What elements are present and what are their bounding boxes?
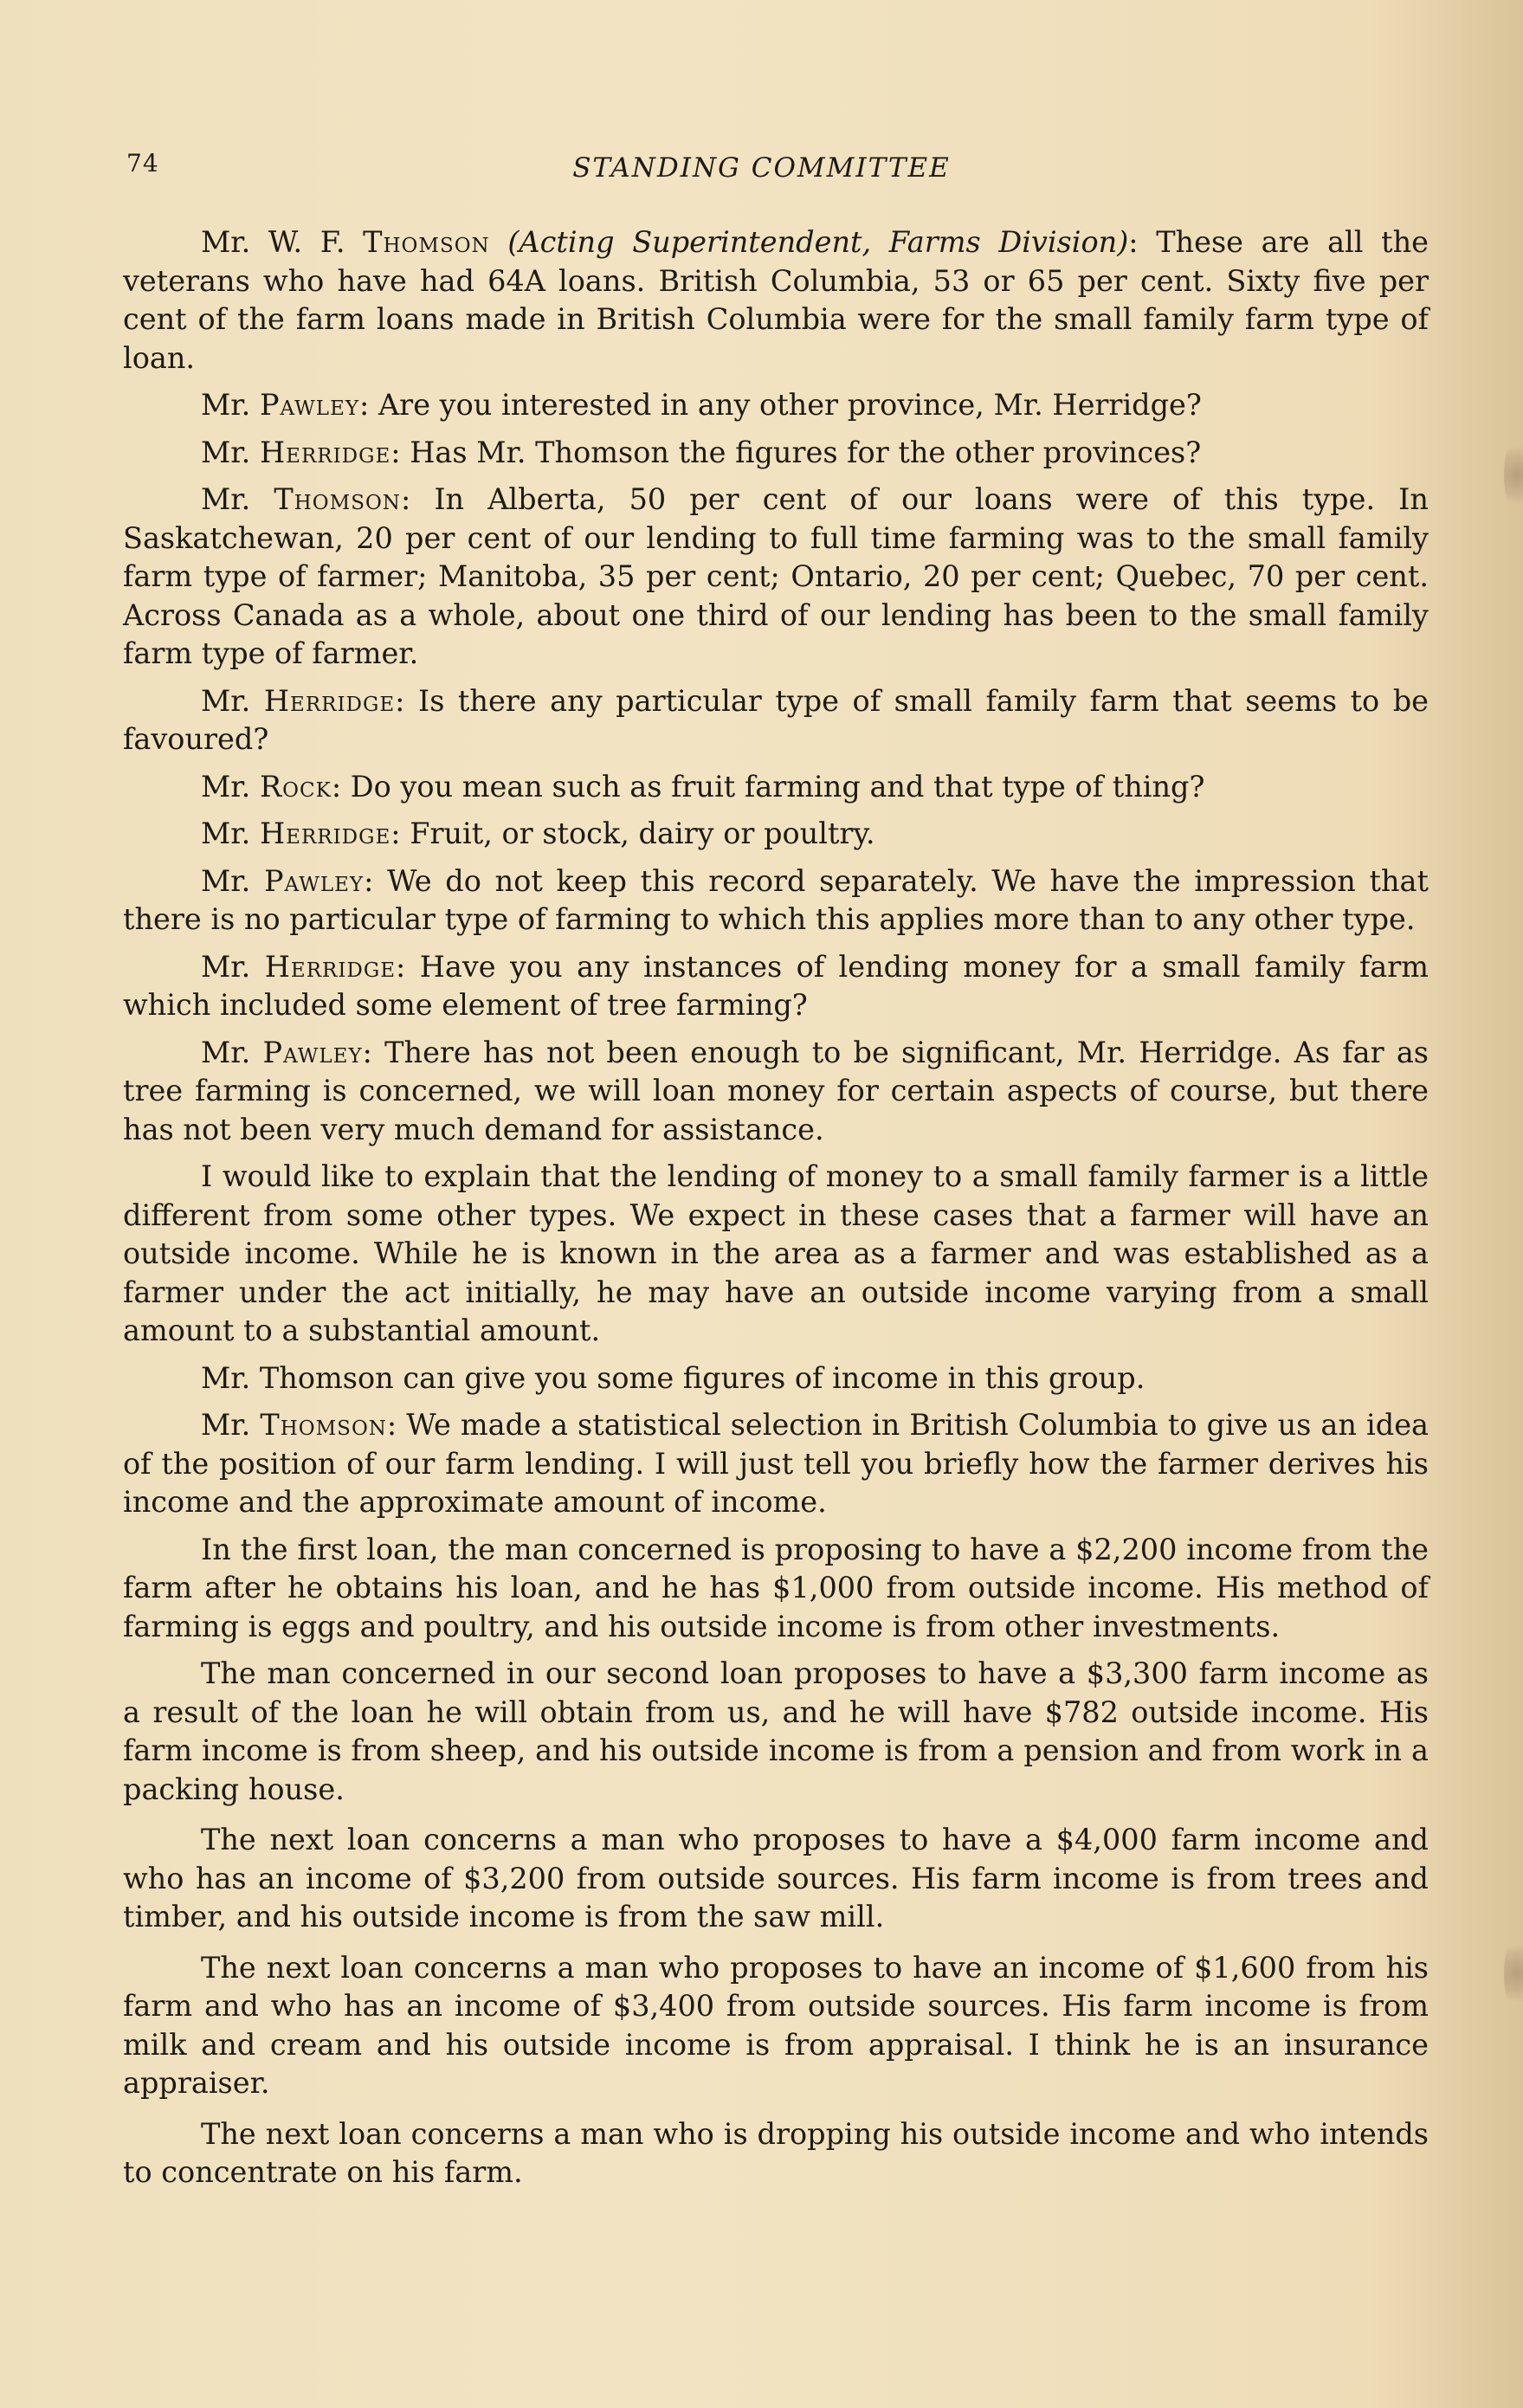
speaker-role: (Acting Superintendent, Farms Division) bbox=[507, 225, 1129, 259]
speaker-name: Herridge bbox=[259, 817, 391, 850]
paragraph-text: : Fruit, or stock, dairy or poultry. bbox=[390, 817, 875, 850]
paragraph bbox=[123, 1821, 1429, 1937]
speaker-name: Herridge bbox=[264, 949, 397, 984]
speaker-name: Pawley bbox=[259, 388, 360, 422]
paragraph bbox=[123, 386, 1429, 425]
paragraph bbox=[123, 948, 1429, 1025]
speaker-name: Herridge bbox=[263, 683, 396, 718]
paragraph bbox=[123, 223, 1429, 378]
page-edge-mark bbox=[1504, 1940, 1523, 2007]
paragraph-text: : In Alberta, 50 per cent of our loans were of this type. In Saskatchewan, 20 per cent of our lending to full time farming was to the small family farm type of farmer; Manitoba, 35 per cent; Ontario, 20 per cent; Quebec, 70 per cent. Across Canada as a whole, about one third of our lending has been to the small family farm type of farmer. bbox=[123, 482, 1429, 670]
paragraph-text: : These are all the veterans who have had 64A loans. British Columbia, 53 or 65 per cent. Sixty five per cent of the farm loans made in British Columbia were for the small family farm type of loan. bbox=[123, 225, 1429, 375]
paragraph-text: : Do you mean such as fruit farming and that type of thing? bbox=[331, 769, 1205, 804]
speaker-name: Thomson bbox=[363, 225, 490, 259]
paragraph bbox=[123, 1655, 1429, 1809]
speaker-name: Rock bbox=[259, 769, 332, 804]
speaker-title: Mr. bbox=[201, 1035, 263, 1069]
speaker-title: Mr. bbox=[201, 817, 260, 850]
paragraph-text: : Is there any particular type of small family farm that seems to be favoured? bbox=[123, 683, 1429, 756]
page-edge-mark bbox=[1504, 442, 1523, 509]
speaker-title: Mr. bbox=[201, 949, 265, 984]
speaker-name: Thomson bbox=[260, 1408, 387, 1442]
paragraph bbox=[123, 1359, 1429, 1398]
paragraph-text: The next loan concerns a man who is dropping his outside income and who intends to concentrate on his farm. bbox=[123, 2116, 1429, 2189]
paragraph bbox=[123, 481, 1429, 674]
speaker-title: Mr. bbox=[201, 482, 274, 516]
speaker-name: Pawley bbox=[263, 863, 365, 898]
paragraph bbox=[123, 862, 1429, 939]
paragraph-text: : We made a statistical selection in British Columbia to give us an idea of the position of our farm lending. I will just tell you briefly how the farmer derives his income and the approximate amount of income. bbox=[123, 1408, 1429, 1519]
speaker-title: Mr. bbox=[201, 769, 260, 804]
paragraph bbox=[123, 682, 1429, 759]
paragraph-text: The next loan concerns a man who proposes to have an income of $1,600 from his farm and who has an income of $3,400 from outside sources. His farm income is from milk and cream and his outside income is from appraisal. I think he is an insurance appraiser. bbox=[123, 1950, 1429, 2100]
paragraph bbox=[123, 768, 1429, 807]
speaker-name: Thomson bbox=[274, 482, 401, 516]
paragraph-text: : There has not been enough to be significant, Mr. Herridge. As far as tree farming is concerned, we will loan money for certain aspects of course, but there has not been very much demand for assistance. bbox=[123, 1035, 1429, 1146]
speaker-title: Mr. W. F. bbox=[201, 225, 364, 259]
paragraph bbox=[123, 815, 1429, 854]
paragraph-text: I would like to explain that the lending of money to a small family farmer is a little different from some other types. We expect in these cases that a farmer will have an outside income. While he is known in the area as a farmer and was established as a farmer under the act initially, he may have an outside income varying from a small amount to a substantial amount. bbox=[123, 1159, 1429, 1347]
speaker-title: Mr. bbox=[201, 863, 264, 898]
paragraph bbox=[123, 2115, 1429, 2192]
paragraph-text: : Have you any instances of lending money for a small family farm which included some element of tree farming? bbox=[123, 949, 1429, 1022]
paragraph-text: Mr. Thomson can give you some figures of income in this group. bbox=[201, 1360, 1145, 1395]
paragraph-text: : Are you interested in any other province, Mr. Herridge? bbox=[359, 388, 1202, 422]
paragraph bbox=[123, 1531, 1429, 1647]
paragraph-text: In the first loan, the man concerned is proposing to have a $2,200 income from the farm after he obtains his loan, and he has $1,000 from outside income. His method of farming is eggs and poultry, and his outside income is from other investments. bbox=[123, 1532, 1429, 1643]
speaker-name: Pawley bbox=[262, 1035, 363, 1069]
paragraph bbox=[123, 1406, 1429, 1522]
paragraph bbox=[123, 434, 1429, 473]
paragraph-text: The next loan concerns a man who proposes to have a $4,000 farm income and who has an income of $3,200 from outside sources. His farm income is from trees and timber, and his outside income is from the saw mill. bbox=[123, 1823, 1429, 1934]
paragraph-text: : We do not keep this record separately. We have the impression that there is no particular type of farming to which this applies more than to any other type. bbox=[123, 863, 1429, 936]
page-body bbox=[123, 223, 1429, 2201]
paragraph-text: : Has Mr. Thomson the figures for the other provinces? bbox=[390, 435, 1202, 469]
page-number: 74 bbox=[126, 149, 159, 178]
paragraph bbox=[123, 1034, 1429, 1150]
speaker-title: Mr. bbox=[201, 1408, 261, 1442]
running-head: STANDING COMMITTEE bbox=[572, 152, 951, 184]
paragraph-text: The man concerned in our second loan proposes to have a $3,300 farm income as a result of the loan he will obtain from us, and he will have $782 outside income. His farm income is from sheep, and his outside income is from a pension and from work in a packing house. bbox=[123, 1656, 1429, 1806]
paragraph bbox=[123, 1158, 1429, 1351]
speaker-title: Mr. bbox=[201, 388, 260, 422]
speaker-title: Mr. bbox=[201, 435, 260, 469]
speaker-name: Herridge bbox=[259, 435, 391, 469]
paragraph bbox=[123, 1949, 1429, 2103]
speaker-title: Mr. bbox=[201, 683, 264, 718]
